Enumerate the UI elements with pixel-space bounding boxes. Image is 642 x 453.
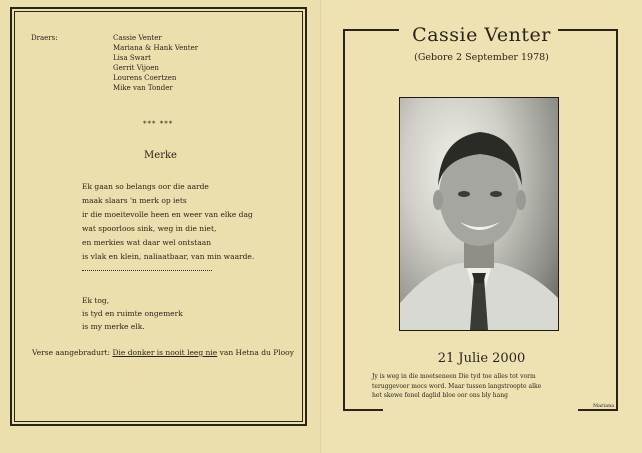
verse-signature: Mariana (593, 403, 615, 409)
poem-line: Ek gaan so belangs oor die aarde (82, 182, 209, 191)
poem-credit (32, 348, 294, 357)
pallbearer-name: Mariana & Hank Venter (113, 44, 199, 52)
separator: *** *** (143, 120, 174, 128)
pallbearer-name: Lourens Coertzen (113, 74, 177, 82)
poem-title: Merke (144, 150, 177, 161)
death-date: 21 Julie 2000 (437, 351, 526, 366)
poem-line: maak slaars 'n merk op iets (82, 196, 187, 205)
poem-line: is my merke elk. (82, 322, 145, 331)
poem-line: ir die moeitevolle heen en weer van elke dag (82, 210, 253, 219)
pallbearer-name: Cassie Venter (113, 34, 162, 42)
poem-line: en merkies wat daar wel ontstaan (82, 238, 212, 247)
verse-line: Jy is weg in die moetseneen Die tyd toe alles tot vorm (372, 373, 536, 380)
deceased-name: Cassie Venter (412, 24, 551, 46)
credit-author: van Hetna du Plooy (219, 348, 294, 357)
bottom-left-rule (343, 409, 383, 411)
poem-line: is vlak en klein, naliaatbaar, van min waarde. (82, 252, 255, 261)
credit-title: Die donker is nooit leeg nie (112, 348, 218, 357)
poem-stanza-1 (82, 180, 254, 264)
birth-date: (Gebore 2 September 1978) (414, 52, 549, 63)
verse-line: teruggevoer mocs word. Maar tussen langstroopte alke (372, 382, 542, 390)
dotted-divider (82, 270, 212, 271)
pallbearers-label: Draers: (31, 34, 58, 42)
verse-line: het skewe fenel daglid bloe oor ons bly hang (372, 392, 508, 399)
poem-stanza-2 (82, 294, 183, 333)
poem-line: wat spoorloos sink, weg in die niet, (82, 224, 217, 233)
bottom-right-rule (578, 409, 618, 411)
pallbearers-list (113, 33, 198, 93)
pallbearer-name: Lisa Swart (113, 54, 151, 62)
portrait-illustration (400, 98, 558, 330)
poem-line: Ek tog, (82, 296, 110, 305)
pallbearer-name: Gerrit Vijoen (113, 64, 159, 72)
memorial-verse (372, 372, 541, 401)
credit-prefix: Verse aangebradurt: (32, 348, 111, 357)
pallbearer-name: Mike van Tonder (113, 84, 173, 92)
portrait-photo (399, 97, 559, 331)
poem-line: is tyd en ruimte ongemerk (82, 309, 183, 318)
